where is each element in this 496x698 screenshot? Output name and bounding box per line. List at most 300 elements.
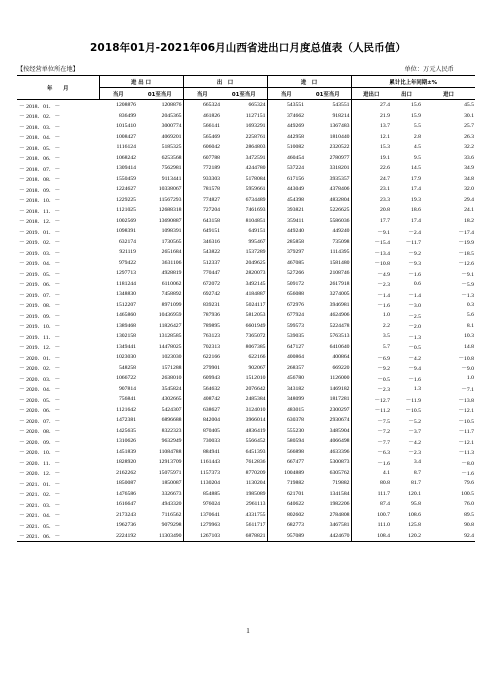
table-row	[17, 457, 475, 468]
total-ytd-cell: 1571288	[137, 363, 183, 374]
yoy-import-cell: －10.8	[458, 355, 475, 362]
total-ytd-cell: 11303490	[137, 531, 183, 542]
export-ytd-cell: 7612836	[221, 457, 267, 468]
yoy-import-cell: 89.5	[464, 511, 475, 518]
export-ytd-cell: 4331755	[221, 510, 267, 521]
total-month-cell: 1008427	[116, 133, 136, 140]
import-ytd-cell: 3935357	[305, 174, 351, 185]
export-ytd-cell: 902067	[221, 363, 267, 374]
export-ytd-cell: 995467	[221, 237, 267, 248]
import-month-cell: 719882	[286, 480, 304, 487]
import-ytd-cell: 5300873	[305, 457, 351, 468]
table-header	[17, 76, 475, 100]
month-cell: － 2020．06．－	[19, 408, 61, 415]
table-row	[17, 226, 475, 237]
table-row	[17, 300, 475, 311]
export-ytd-cell: 6878821	[221, 531, 267, 542]
import-ytd-cell: 4424670	[305, 531, 351, 542]
import-month-cell: 400864	[286, 354, 304, 361]
yoy-total-cell: 1.0	[382, 312, 390, 319]
total-ytd-cell: 1730565	[137, 237, 183, 248]
yoy-export-header: 出口	[391, 88, 422, 100]
yoy-export-cell: 125.8	[408, 522, 421, 529]
yoy-export-cell: －1.4	[408, 292, 421, 299]
import-ytd-cell: 2930674	[305, 415, 351, 426]
yoy-export-cell: 17.4	[411, 217, 421, 224]
month-cell: － 2018．01．－	[19, 103, 61, 110]
month-cell: － 2020．09．－	[19, 439, 61, 446]
yoy-total-cell: 100.7	[377, 511, 390, 518]
export-month-cell: 976024	[202, 501, 220, 508]
yoy-total-cell: －6.3	[377, 450, 390, 457]
yoy-export-cell: －1.6	[408, 271, 421, 278]
table-row	[17, 142, 475, 153]
export-month-cell: 842004	[202, 417, 220, 424]
yoy-import-cell: 90.8	[464, 522, 475, 529]
table-row	[17, 489, 475, 500]
yoy-import-cell: 34.8	[464, 175, 475, 182]
yoy-import-cell: －17.4	[458, 229, 475, 236]
table-row	[17, 531, 475, 542]
total-ytd-cell: 5185325	[137, 142, 183, 153]
total-month-cell: 1121642	[116, 406, 136, 413]
page-number: 1	[246, 627, 250, 635]
export-ytd-cell: 2258761	[221, 132, 267, 143]
month-cell: － 2020．07．－	[19, 418, 61, 425]
yoy-export-cell: －9.3	[408, 261, 421, 268]
export-ytd-cell: 3966014	[221, 415, 267, 426]
import-ytd-cell: 1367483	[305, 121, 351, 132]
yoy-export-cell: －3.0	[408, 303, 421, 310]
import-month-cell: 599573	[286, 322, 304, 329]
total-month-cell: 836499	[118, 112, 136, 119]
import-ytd-cell: 3274005	[305, 289, 351, 300]
export-month-cell: 870405	[202, 427, 220, 434]
total-month-cell: 2162262	[116, 469, 136, 476]
table-row	[17, 352, 475, 363]
export-month-cell: 672072	[202, 280, 220, 287]
export-ytd-cell: 6451393	[221, 447, 267, 458]
import-ytd-cell: 1810440	[305, 132, 351, 143]
total-ytd-cell: 11084788	[137, 447, 183, 458]
table-row	[17, 247, 475, 258]
month-cell: － 2018．12．－	[19, 219, 61, 226]
export-ytd-cell: 2485384	[221, 394, 267, 405]
total-ytd-cell: 10338067	[137, 184, 183, 195]
import-ytd-cell: 2108746	[305, 268, 351, 279]
import-ytd-cell: 2320522	[305, 142, 351, 153]
month-cell: － 2019．07．－	[19, 292, 61, 299]
import-ytd-cell: 1341584	[305, 489, 351, 500]
import-ytd-cell: 3318201	[305, 163, 351, 174]
yoy-total-cell: －0.5	[377, 376, 390, 383]
export-month-cell: 649151	[202, 228, 220, 235]
import-ytd-cell: 3946981	[305, 300, 351, 311]
total-ytd-cell: 4928819	[137, 268, 183, 279]
export-month-cell: 665324	[202, 102, 220, 109]
total-ytd-cell: 3631106	[137, 258, 183, 269]
export-month-cell: 730033	[202, 438, 220, 445]
import-ytd-header: 01至当月	[305, 88, 351, 100]
total-month-cell: 756841	[118, 396, 136, 403]
import-month-header: 当月	[267, 88, 305, 100]
total-ytd-cell: 1850087	[137, 478, 183, 489]
yoy-export-cell: －2.5	[408, 313, 421, 320]
total-ytd-cell: 13128585	[137, 331, 183, 342]
yoy-export-cell: －11.9	[405, 397, 421, 404]
export-ytd-cell: 8770209	[221, 468, 267, 479]
yoy-export-cell: 17.9	[411, 175, 421, 182]
import-month-cell: 285858	[286, 238, 304, 245]
total-month-cell: 1962736	[116, 522, 136, 529]
import-ytd-cell: 449240	[305, 226, 351, 237]
yoy-total-cell: －2.3	[377, 387, 390, 394]
export-ytd-cell: 8104851	[221, 216, 267, 227]
yoy-import-cell: －19.9	[458, 240, 475, 247]
import-month-cell: 454398	[286, 196, 304, 203]
table-row	[17, 184, 475, 195]
yoy-import-cell: 24.1	[464, 207, 475, 214]
import-ytd-cell: 400864	[305, 352, 351, 363]
yoy-import-cell: 32.2	[464, 144, 475, 151]
total-ytd-cell: 7458892	[137, 289, 183, 300]
import-month-cell: 667477	[286, 459, 304, 466]
import-ytd-cell: 719882	[305, 478, 351, 489]
import-month-cell: 443049	[286, 186, 304, 193]
yoy-export-cell: 4.5	[413, 144, 421, 151]
export-month-cell: 607788	[202, 154, 220, 161]
export-ytd-cell: 6734489	[221, 195, 267, 206]
import-ytd-cell: 669220	[305, 363, 351, 374]
export-ytd-cell: 5566452	[221, 436, 267, 447]
import-month-cell: 393821	[286, 207, 304, 214]
yoy-import-cell: 25.7	[464, 123, 475, 130]
month-cell: － 2020．04．－	[19, 387, 61, 394]
yoy-total-cell: 2.2	[382, 322, 390, 329]
yoy-import-cell: －11.7	[458, 429, 475, 436]
month-cell: － 2020．01．－	[19, 355, 61, 362]
total-ytd-cell: 3545824	[137, 384, 183, 395]
yoy-export-cell: 18.6	[411, 207, 421, 214]
yoy-import-cell: －9.1	[461, 271, 475, 278]
export-month-cell: 774827	[202, 196, 220, 203]
yoy-import-cell: 100.5	[461, 490, 475, 497]
export-ytd-cell: 1693291	[221, 121, 267, 132]
total-month-cell: 1476586	[116, 490, 136, 497]
month-cell: － 2018．08．－	[19, 177, 61, 184]
yoy-total-cell: －1.6	[377, 460, 390, 467]
table-row	[17, 279, 475, 290]
yoy-total-cell: －2.3	[377, 282, 390, 289]
export-ytd-cell: 4184887	[221, 289, 267, 300]
total-month-cell: 1310626	[116, 438, 136, 445]
import-month-cell: 555230	[286, 427, 304, 434]
yoy-export-cell: 0.6	[413, 280, 421, 287]
yoy-total-cell: －10.8	[374, 261, 390, 268]
import-ytd-cell: 1126000	[305, 373, 351, 384]
month-cell: － 2019．12．－	[19, 345, 61, 352]
total-ytd-cell: 11567293	[137, 195, 183, 206]
yoy-import-cell: －12.1	[458, 408, 475, 415]
yoy-export-cell: 5.5	[413, 123, 421, 130]
yoy-export-cell: 19.3	[411, 196, 421, 203]
import-ytd-cell: 6305762	[305, 468, 351, 479]
yoy-total-cell: －11.2	[374, 408, 390, 415]
yoy-import-cell: 8.1	[466, 322, 475, 329]
import-month-cell: 617156	[286, 175, 304, 182]
yoy-total-cell: －1.4	[377, 292, 390, 299]
table-row	[17, 520, 475, 531]
export-ytd-cell: 2820073	[221, 268, 267, 279]
export-month-cell: 1130204	[200, 480, 220, 487]
table-row	[17, 363, 475, 374]
total-ytd-cell: 3326673	[137, 489, 183, 500]
yoy-export-cell: 120.1	[408, 490, 421, 497]
month-cell: － 2019．08．－	[19, 303, 61, 310]
import-ytd-cell: 3485904	[305, 426, 351, 437]
yoy-export-cell: 8.7	[413, 469, 421, 476]
export-ytd-cell: 4244780	[221, 163, 267, 174]
export-month-cell: 564632	[202, 385, 220, 392]
yoy-import-cell: 5.6	[466, 312, 475, 319]
import-ytd-cell: 5586036	[305, 216, 351, 227]
month-cell: － 2021．03．－	[19, 502, 61, 509]
total-month-cell: 1451839	[116, 448, 136, 455]
export-month-cell: 1279963	[200, 522, 220, 529]
yoy-total-cell: 17.7	[380, 217, 390, 224]
total-ytd-cell: 9079298	[137, 520, 183, 531]
total-month-cell: 1297713	[116, 270, 136, 277]
yoy-import-cell: 79.6	[464, 480, 475, 487]
total-ytd-cell: 7562981	[137, 163, 183, 174]
yoy-import-cell: 29.4	[464, 196, 475, 203]
yoy-export-cell: －1.6	[408, 376, 421, 383]
import-month-cell: 379297	[286, 249, 304, 256]
yoy-import-cell: －9.0	[461, 366, 475, 373]
import-month-cell: 449240	[286, 228, 304, 235]
import-month-cell: 374662	[286, 112, 304, 119]
table-row	[17, 121, 475, 132]
month-cell: － 2021．01．－	[19, 481, 61, 488]
total-month-cell: 1002569	[116, 217, 136, 224]
yoy-total-cell: 12.1	[380, 133, 390, 140]
export-month-cell: 1157373	[200, 469, 220, 476]
export-ytd-cell: 4836419	[221, 426, 267, 437]
total-month-cell: 548258	[118, 364, 136, 371]
import-month-cell: 580594	[286, 438, 304, 445]
total-ytd-cell: 6896688	[137, 415, 183, 426]
import-month-cell: 647127	[286, 343, 304, 350]
yoy-import-cell: －12.1	[458, 439, 475, 446]
yoy-total-cell: 111.7	[377, 490, 390, 497]
import-ytd-cell: 5763513	[305, 331, 351, 342]
total-ytd-cell: 3000774	[137, 121, 183, 132]
import-ytd-cell: 4378406	[305, 184, 351, 195]
yoy-export-cell: －3.7	[408, 429, 421, 436]
export-ytd-cell: 3124010	[221, 405, 267, 416]
total-month-cell: 1066722	[116, 375, 136, 382]
export-ytd-cell: 7461693	[221, 205, 267, 216]
yoy-import-cell: 14.8	[464, 343, 475, 350]
import-ytd-cell: 735098	[305, 237, 351, 248]
export-month-cell: 727204	[202, 207, 220, 214]
export-ytd-cell: 7365072	[221, 331, 267, 342]
month-cell: － 2019．02．－	[19, 240, 61, 247]
yoy-total-cell: 24.7	[380, 175, 390, 182]
yoy-total-cell: －9.1	[377, 229, 390, 236]
total-month-cell: 1616647	[116, 501, 136, 508]
table-row	[17, 163, 475, 174]
table-row	[17, 153, 475, 164]
export-ytd-cell: 622166	[221, 352, 267, 363]
export-month-cell: 622166	[202, 354, 220, 361]
export-month-cell: 763123	[202, 333, 220, 340]
export-month-cell: 279901	[202, 364, 220, 371]
total-month-cell: 1309414	[116, 165, 136, 172]
import-ytd-cell: 4633396	[305, 447, 351, 458]
month-cell: － 2019．03．－	[19, 250, 61, 257]
yoy-import-cell: 76.0	[464, 501, 475, 508]
yoy-import-cell: －1.3	[461, 292, 475, 299]
yoy-group-header: 累计比上年同期±%	[351, 76, 475, 88]
yoy-export-cell: －5.2	[408, 418, 421, 425]
total-month-cell: 1828920	[116, 459, 136, 466]
total-ytd-cell: 2638010	[137, 373, 183, 384]
yoy-export-cell: －2.4	[408, 229, 421, 236]
export-ytd-cell: 649151	[221, 226, 267, 237]
total-ytd-cell: 1098391	[137, 226, 183, 237]
yoy-export-cell: 108.6	[408, 511, 421, 518]
import-month-cell: 656088	[286, 291, 304, 298]
total-ytd-cell: 1023030	[137, 352, 183, 363]
yoy-export-cell: 81.7	[411, 480, 421, 487]
total-month-cell: 1116124	[116, 144, 136, 151]
total-ytd-cell: 15075971	[137, 468, 183, 479]
total-month-cell: 1348830	[116, 291, 136, 298]
month-cell: － 2019．10．－	[19, 324, 61, 331]
table-row	[17, 111, 475, 122]
month-cell: － 2018．11．－	[19, 208, 61, 215]
import-ytd-cell: 1114395	[305, 247, 351, 258]
yoy-total-cell: 23.1	[380, 186, 390, 193]
total-ytd-cell: 2045365	[137, 111, 183, 122]
import-month-cell: 566898	[286, 448, 304, 455]
date-header: 年 月	[17, 76, 99, 100]
total-ytd-cell: 9632949	[137, 436, 183, 447]
import-month-cell: 640622	[286, 501, 304, 508]
table-row	[17, 174, 475, 185]
page-title: 2018年01月-2021年06月山西省进出口月度总值表（人民币值）	[90, 42, 406, 54]
total-month-cell: 632174	[118, 238, 136, 245]
yoy-total-cell: 21.9	[380, 112, 390, 119]
export-month-cell: 346316	[202, 238, 220, 245]
import-ytd-cell: 2780977	[305, 153, 351, 164]
yoy-export-cell: 9.5	[413, 154, 421, 161]
yoy-export-cell: 3.4	[413, 459, 421, 466]
total-month-cell: 1068242	[116, 154, 136, 161]
import-ytd-cell: 918214	[305, 111, 351, 122]
export-ytd-cell: 1512010	[221, 373, 267, 384]
month-cell: － 2021．04．－	[19, 513, 61, 520]
total-ytd-cell: 8971099	[137, 300, 183, 311]
yoy-total-cell: 13.7	[380, 123, 390, 130]
total-ytd-cell: 12688318	[137, 205, 183, 216]
import-month-cell: 510082	[286, 144, 304, 151]
export-month-cell: 789895	[202, 322, 220, 329]
yoy-export-cell: 14.5	[411, 165, 421, 172]
month-cell: － 2019．09．－	[19, 313, 61, 320]
yoy-export-cell: 120.2	[391, 531, 422, 542]
yoy-export-cell: －2.0	[408, 324, 421, 331]
total-month-cell: 907814	[118, 385, 136, 392]
table-row	[17, 436, 475, 447]
total-month-cell: 1181244	[116, 280, 136, 287]
yoy-export-cell: 2.8	[413, 133, 421, 140]
total-month-cell: 2173243	[116, 511, 136, 518]
yoy-total-cell: 87.4	[380, 501, 390, 508]
import-month-cell: 630378	[286, 417, 304, 424]
yoy-import-cell: －12.6	[458, 261, 475, 268]
import-month-cell: 957089	[267, 531, 305, 542]
month-cell: － 2019．05．－	[19, 271, 61, 278]
yoy-import-cell: 18.2	[464, 217, 475, 224]
import-ytd-cell: 4624906	[305, 310, 351, 321]
yoy-total-cell: 15.3	[380, 144, 390, 151]
export-ytd-cell: 1537289	[221, 247, 267, 258]
import-month-cell: 527266	[286, 270, 304, 277]
table-row	[17, 499, 475, 510]
yoy-import-cell: 26.3	[464, 133, 475, 140]
export-ytd-cell: 2076642	[221, 384, 267, 395]
total-month-header: 当月	[99, 88, 137, 100]
total-month-cell: 1512207	[116, 301, 136, 308]
total-ytd-cell: 10436959	[137, 310, 183, 321]
import-ytd-cell: 5224478	[305, 321, 351, 332]
month-cell: － 2020．08．－	[19, 429, 61, 436]
import-month-cell: 467085	[286, 259, 304, 266]
total-ytd-header: 01至当月	[137, 88, 183, 100]
total-month-cell: 1425635	[116, 427, 136, 434]
export-ytd-cell: 1985089	[221, 489, 267, 500]
table-row	[17, 447, 475, 458]
table-row	[17, 510, 475, 521]
yoy-total-cell: 5.7	[382, 343, 390, 350]
export-ytd-cell: 3472591	[221, 153, 267, 164]
export-group-header: 出 口	[183, 76, 267, 88]
import-month-cell: 682773	[286, 522, 304, 529]
import-month-cell: 456780	[286, 375, 304, 382]
import-month-cell: 543551	[286, 102, 304, 109]
yoy-import-cell: 92.4	[422, 531, 475, 542]
export-month-cell: 702313	[202, 343, 220, 350]
total-month-cell: 921119	[119, 249, 136, 256]
yoy-import-cell: 0.3	[466, 301, 475, 308]
total-ytd-cell: 5424307	[137, 405, 183, 416]
table-row	[17, 310, 475, 321]
month-cell: － 2021．06．－	[17, 531, 99, 542]
yoy-export-cell: －0.5	[408, 345, 421, 352]
month-cell: － 2021．02．－	[19, 492, 61, 499]
import-group-header: 进 口	[267, 76, 351, 88]
total-month-cell: 1850087	[116, 480, 136, 487]
yoy-total-cell: －6.9	[377, 355, 390, 362]
yoy-import-cell: 32.0	[464, 186, 475, 193]
table-row	[17, 478, 475, 489]
total-month-cell: 1015410	[116, 123, 136, 130]
yoy-export-cell: 17.4	[411, 186, 421, 193]
import-month-cell: 621701	[286, 490, 304, 497]
table-row	[17, 195, 475, 206]
